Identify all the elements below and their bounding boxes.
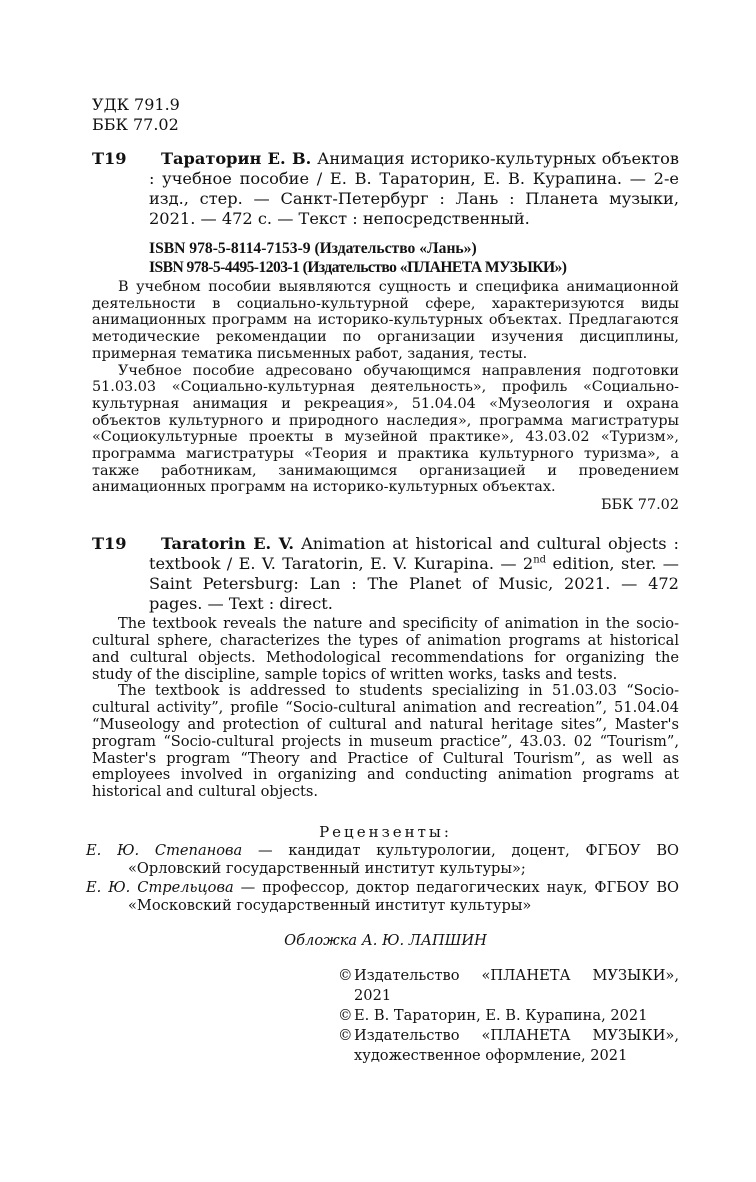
bbk-code-right: ББК 77.02 (600, 497, 679, 514)
isbn-lan: ISBN 978-5-8114-7153-9 (Издательство «Лань») (149, 240, 477, 257)
author-name-en: Taratorin E. V. (161, 534, 295, 554)
bibliographic-entry-ru (92, 149, 679, 229)
copyright-text-3-word-1: Издательство (354, 1026, 460, 1044)
reviewer-1-credentials: — кандидат культурологии, доцент, ФГБОУ ВО «Орловский государственный институт культуры»; (128, 841, 680, 878)
copyright-line-2 (338, 1006, 679, 1026)
bibliographic-entry-en (92, 534, 679, 614)
description-en-part-1: Animation at historical and cultural objects : textbook / E. V. Taratorin, E. V. Kurapina. — 2 (149, 534, 679, 574)
reviewer-2 (86, 879, 679, 916)
copyright-line-3-continuation: художественное оформление, 2021 (354, 1046, 628, 1064)
reviewer-1 (86, 842, 679, 879)
copyright-symbol: © (338, 1026, 353, 1044)
annotation-ru-paragraph-2: Учебное пособие адресовано обучающимся направления подготовки 51.03.03 «Социально-культурная деятельность», профиль «Социально-культурная анимация и рекреация», 51.04.04 «Музеология и охрана объектов культурного и природного наследия», программа магистратуры «Социокультурные проекты в музейной практике», 43.03.02 «Туризм», программа магистратуры «Теория и практика культурного туризма», а также работникам, занимающимся организацией и проведением анимационных программ на историко-культурных объектах. (92, 362, 679, 496)
annotation-en-paragraph-2: The textbook is addressed to students specializing in 51.03.03 “Socio-cultural activity”, profile “Socio-cultural animation and recreation”, 51.04.04 “Museology and protection of cultural and natural heritage sites”, Master's program “Socio-cultural projects in museum practice”, 43.03. 02 “Tourism”, Master's program “Theory and Practice of Cultural Tourism”, as well as employees involved in organizing and conducting animation programs at historical and cultural objects. (92, 682, 679, 801)
cover-design-credit: Обложка А. Ю. ЛАПШИН (284, 931, 487, 949)
udk-code: УДК 791.9 (92, 95, 180, 114)
copyright-block (338, 966, 679, 1066)
annotation-en-paragraph-1: The textbook reveals the nature and specificity of animation in the socio-cultural sphere, characterizes the types of animation programs at historical and cultural objects. Methodological recommendations for organizing the study of the discipline, sample topics of written works, tasks and tests. (92, 615, 679, 683)
copyright-text-2: Е. В. Тараторин, Е. В. Курапина, 2021 (354, 1006, 648, 1024)
copyright-line-3 (338, 1026, 679, 1046)
imprint-page (86, 95, 680, 1066)
author-mark-en: T19 (92, 534, 127, 554)
annotation-en (92, 616, 679, 801)
copyright-text-3-word-3: МУЗЫКИ», (592, 1026, 679, 1044)
copyright-text-3-word-2: «ПЛАНЕТА (481, 1026, 571, 1044)
annotation-ru (92, 279, 679, 496)
reviewer-1-name: Е. Ю. Степанова (86, 841, 243, 859)
isbn-block (92, 239, 679, 277)
description-en-part-2: edition, ster. — Saint Petersburg: Lan : The Planet of Music, 2021. — 472 pages. — Text : direct. (149, 554, 679, 614)
isbn-planeta-muzyki: ISBN 978-5-4495-1203-1 (Издательство «ПЛАНЕТА МУЗЫКИ») (149, 259, 567, 276)
copyright-text-1: Издательство «ПЛАНЕТА МУЗЫКИ», 2021 (354, 966, 679, 1004)
author-name-ru: Тараторин Е. В. (161, 149, 312, 168)
copyright-symbol: © (338, 1006, 353, 1024)
copyright-symbol: © (338, 966, 353, 984)
annotation-ru-paragraph-1: В учебном пособии выявляются сущность и специфика анимационной деятельности в социально-культурной сфере, характеризуются виды анимационных программ на историко-культурных объектах. Предлагаются методические рекомендации по организации изучения дисциплины, примерная тематика письменных работ, задания, тесты. (92, 279, 679, 362)
bbk-code-top: ББК 77.02 (92, 115, 179, 134)
edition-superscript: nd (533, 554, 547, 566)
reviewers-heading: Рецензенты: (319, 822, 452, 841)
copyright-text-3 (354, 1026, 679, 1046)
author-mark-ru: Т19 (92, 149, 127, 168)
copyright-line-1 (338, 966, 679, 1006)
reviewer-2-name: Е. Ю. Стрельцова (86, 878, 234, 896)
reviewer-2-credentials: — профессор, доктор педагогических наук, ФГБОУ ВО «Московский государственный институт культуры» (128, 878, 680, 915)
description-ru: Анимация историко-культурных объектов : учебное пособие / Е. В. Тараторин, Е. В. Курапина. — 2-е изд., стер. — Санкт-Петербург : Лань : Планета музыки, 2021. — 472 с. — Текст : непосредственный. (149, 149, 679, 228)
